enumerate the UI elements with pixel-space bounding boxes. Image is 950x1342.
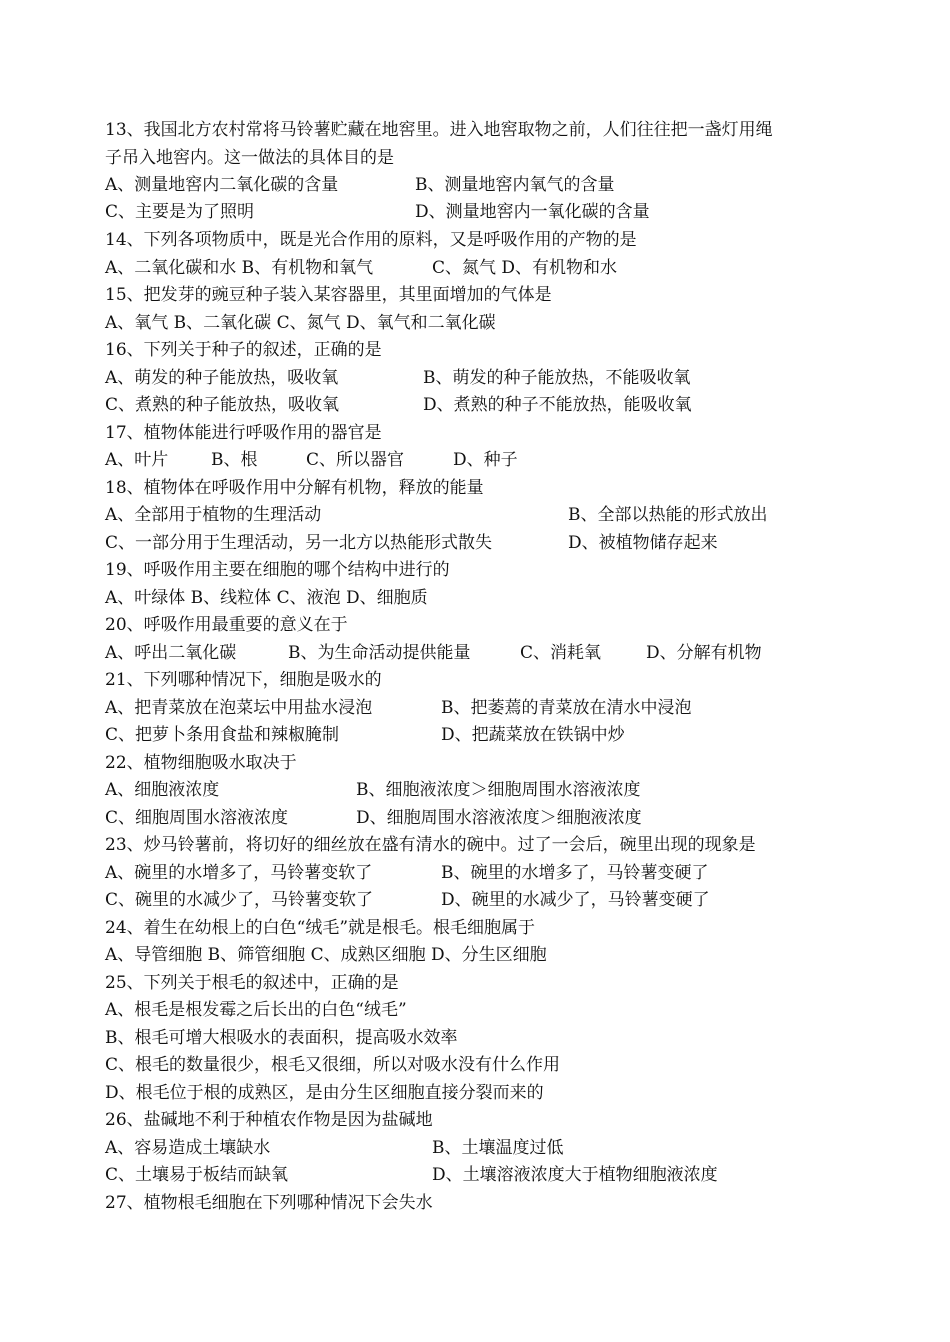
question-20-stem: 20、呼吸作用最重要的意义在于 [105, 615, 348, 635]
question-26-option-b: B、土壤温度过低 [432, 1138, 564, 1158]
question-24-options: A、导管细胞 B、筛管细胞 C、成熟区细胞 D、分生区细胞 [105, 945, 547, 965]
question-17-option-b: B、根 [211, 450, 258, 470]
question-16-option-d: D、煮熟的种子不能放热，能吸收氧 [423, 395, 692, 415]
question-18-option-b: B、全部以热能的形式放出 [568, 505, 768, 525]
question-13-option-c: C、主要是为了照明 [105, 202, 255, 222]
question-18-option-c: C、一部分用于生理活动，另一北方以热能形式散失 [105, 533, 493, 553]
question-13-option-d: D、测量地窖内一氧化碳的含量 [415, 202, 650, 222]
question-17-option-d: D、种子 [453, 450, 518, 470]
question-16-option-c: C、煮熟的种子能放热，吸收氧 [105, 395, 340, 415]
question-15-stem: 15、把发芽的豌豆种子装入某容器里，其里面增加的气体是 [105, 285, 552, 305]
question-18-option-a: A、全部用于植物的生理活动 [105, 505, 322, 525]
question-22-option-a: A、细胞液浓度 [105, 780, 220, 800]
question-23-option-d: D、碗里的水减少了，马铃薯变硬了 [441, 890, 710, 910]
question-21-option-b: B、把萎蔫的青菜放在清水中浸泡 [441, 698, 692, 718]
question-26-option-d: D、土壤溶液浓度大于植物细胞液浓度 [432, 1165, 718, 1185]
question-21-option-c: C、把萝卜条用食盐和辣椒腌制 [105, 725, 340, 745]
question-19-stem: 19、呼吸作用主要在细胞的哪个结构中进行的 [105, 560, 450, 580]
question-25-option-b: B、根毛可增大根吸水的表面积，提高吸水效率 [105, 1028, 458, 1048]
question-22-option-d: D、细胞周围水溶液浓度＞细胞液浓度 [356, 808, 642, 828]
question-20-option-c: C、消耗氧 [520, 643, 602, 663]
question-19-options: A、叶绿体 B、线粒体 C、液泡 D、细胞质 [105, 588, 428, 608]
question-20-option-d: D、分解有机物 [646, 643, 762, 663]
question-21-stem: 21、下列哪种情况下，细胞是吸水的 [105, 670, 382, 690]
question-18-stem: 18、植物体在呼吸作用中分解有机物，释放的能量 [105, 478, 484, 498]
question-22-option-b: B、细胞液浓度＞细胞周围水溶液浓度 [356, 780, 641, 800]
question-23-option-b: B、碗里的水增多了，马铃薯变硬了 [441, 863, 709, 883]
question-23-stem: 23、炒马铃薯前，将切好的细丝放在盛有清水的碗中。过了一会后，碗里出现的现象是 [105, 835, 756, 855]
question-18-option-d: D、被植物储存起来 [568, 533, 718, 553]
question-24-stem: 24、着生在幼根上的白色“绒毛”就是根毛。根毛细胞属于 [105, 918, 536, 938]
question-20-option-a: A、呼出二氧化碳 [105, 643, 237, 663]
question-14-options-cd: C、氮气 D、有机物和水 [432, 258, 618, 278]
question-21-option-a: A、把青菜放在泡菜坛中用盐水浸泡 [105, 698, 373, 718]
question-16-option-a: A、萌发的种子能放热，吸收氧 [105, 368, 339, 388]
question-15-options: A、氧气 B、二氧化碳 C、氮气 D、氧气和二氧化碳 [105, 313, 496, 333]
question-20-option-b: B、为生命活动提供能量 [288, 643, 471, 663]
question-25-option-c: C、根毛的数量很少，根毛又很细，所以对吸水没有什么作用 [105, 1055, 561, 1075]
question-14-options-ab: A、二氧化碳和水 B、有机物和氧气 [105, 258, 374, 278]
question-21-option-d: D、把蔬菜放在铁锅中炒 [441, 725, 625, 745]
question-13-option-b: B、测量地窖内氧气的含量 [415, 175, 615, 195]
question-27-stem: 27、植物根毛细胞在下列哪种情况下会失水 [105, 1193, 433, 1213]
question-23-option-a: A、碗里的水增多了，马铃薯变软了 [105, 863, 373, 883]
question-22-stem: 22、植物细胞吸水取决于 [105, 753, 297, 773]
question-23-option-c: C、碗里的水减少了，马铃薯变软了 [105, 890, 374, 910]
question-26-option-c: C、土壤易于板结而缺氧 [105, 1165, 289, 1185]
question-25-option-d: D、根毛位于根的成熟区，是由分生区细胞直接分裂而来的 [105, 1083, 544, 1103]
question-13-stem-line-1: 13、我国北方农村常将马铃薯贮藏在地窖里。进入地窖取物之前，人们往往把一盏灯用绳 [105, 120, 773, 140]
question-16-option-b: B、萌发的种子能放热，不能吸收氧 [423, 368, 691, 388]
question-17-option-c: C、所以器官 [306, 450, 405, 470]
question-22-option-c: C、细胞周围水溶液浓度 [105, 808, 289, 828]
question-16-stem: 16、下列关于种子的叙述，正确的是 [105, 340, 382, 360]
question-14-stem: 14、下列各项物质中，既是光合作用的原料，又是呼吸作用的产物的是 [105, 230, 637, 250]
question-26-stem: 26、盐碱地不利于种植农作物是因为盐碱地 [105, 1110, 433, 1130]
question-13-option-a: A、测量地窖内二氧化碳的含量 [105, 175, 339, 195]
question-17-stem: 17、植物体能进行呼吸作用的器官是 [105, 423, 382, 443]
question-13-stem-line-2: 子吊入地窖内。这一做法的具体目的是 [105, 148, 394, 168]
question-26-option-a: A、容易造成土壤缺水 [105, 1138, 271, 1158]
question-25-option-a: A、根毛是根发霉之后长出的白色“绒毛” [105, 1000, 407, 1020]
question-17-option-a: A、叶片 [105, 450, 169, 470]
question-25-stem: 25、下列关于根毛的叙述中，正确的是 [105, 973, 399, 993]
